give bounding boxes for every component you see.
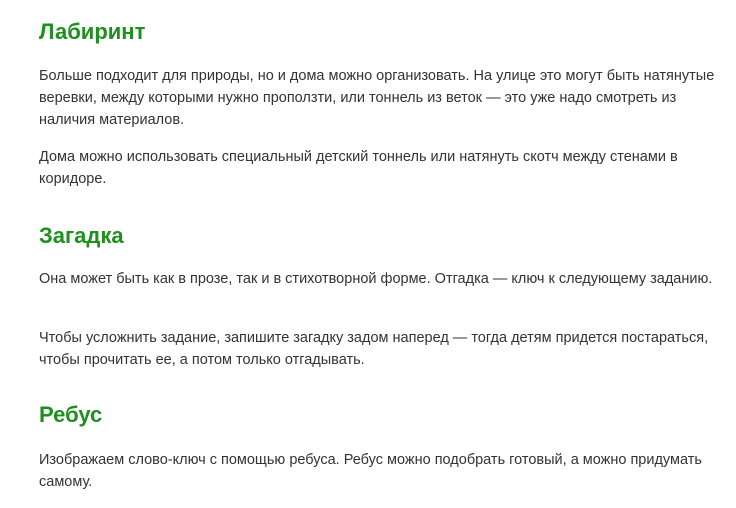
section-title-riddle: Загадка xyxy=(39,223,124,248)
paragraph-riddle-form: Она может быть как в прозе, так и в стихотворной форме. Отгадка — ключ к следующему заданию. xyxy=(39,271,713,287)
paragraph-labyrinth-home: Дома можно использовать специальный детский тоннель или натянуть скотч между стенами в коридоре. xyxy=(39,149,678,187)
section-title-labyrinth: Лабиринт xyxy=(39,19,146,44)
paragraph-riddle-reverse: Чтобы усложнить задание, запишите загадку задом наперед — тогда детям придется постараться, чтобы прочитать ее, а потом только отгадывать. xyxy=(39,330,709,368)
paragraph-rebus: Изображаем слово-ключ с помощью ребуса. Ребус можно подобрать готовый, а можно придумать самому. xyxy=(39,452,702,490)
paragraph-labyrinth-outdoor: Больше подходит для природы, но и дома можно организовать. На улице это могут быть натянутые веревки, между которыми нужно проползти, или тоннель из веток — это уже надо смотреть из наличия материалов. xyxy=(39,68,715,128)
section-title-rebus: Ребус xyxy=(39,402,103,427)
